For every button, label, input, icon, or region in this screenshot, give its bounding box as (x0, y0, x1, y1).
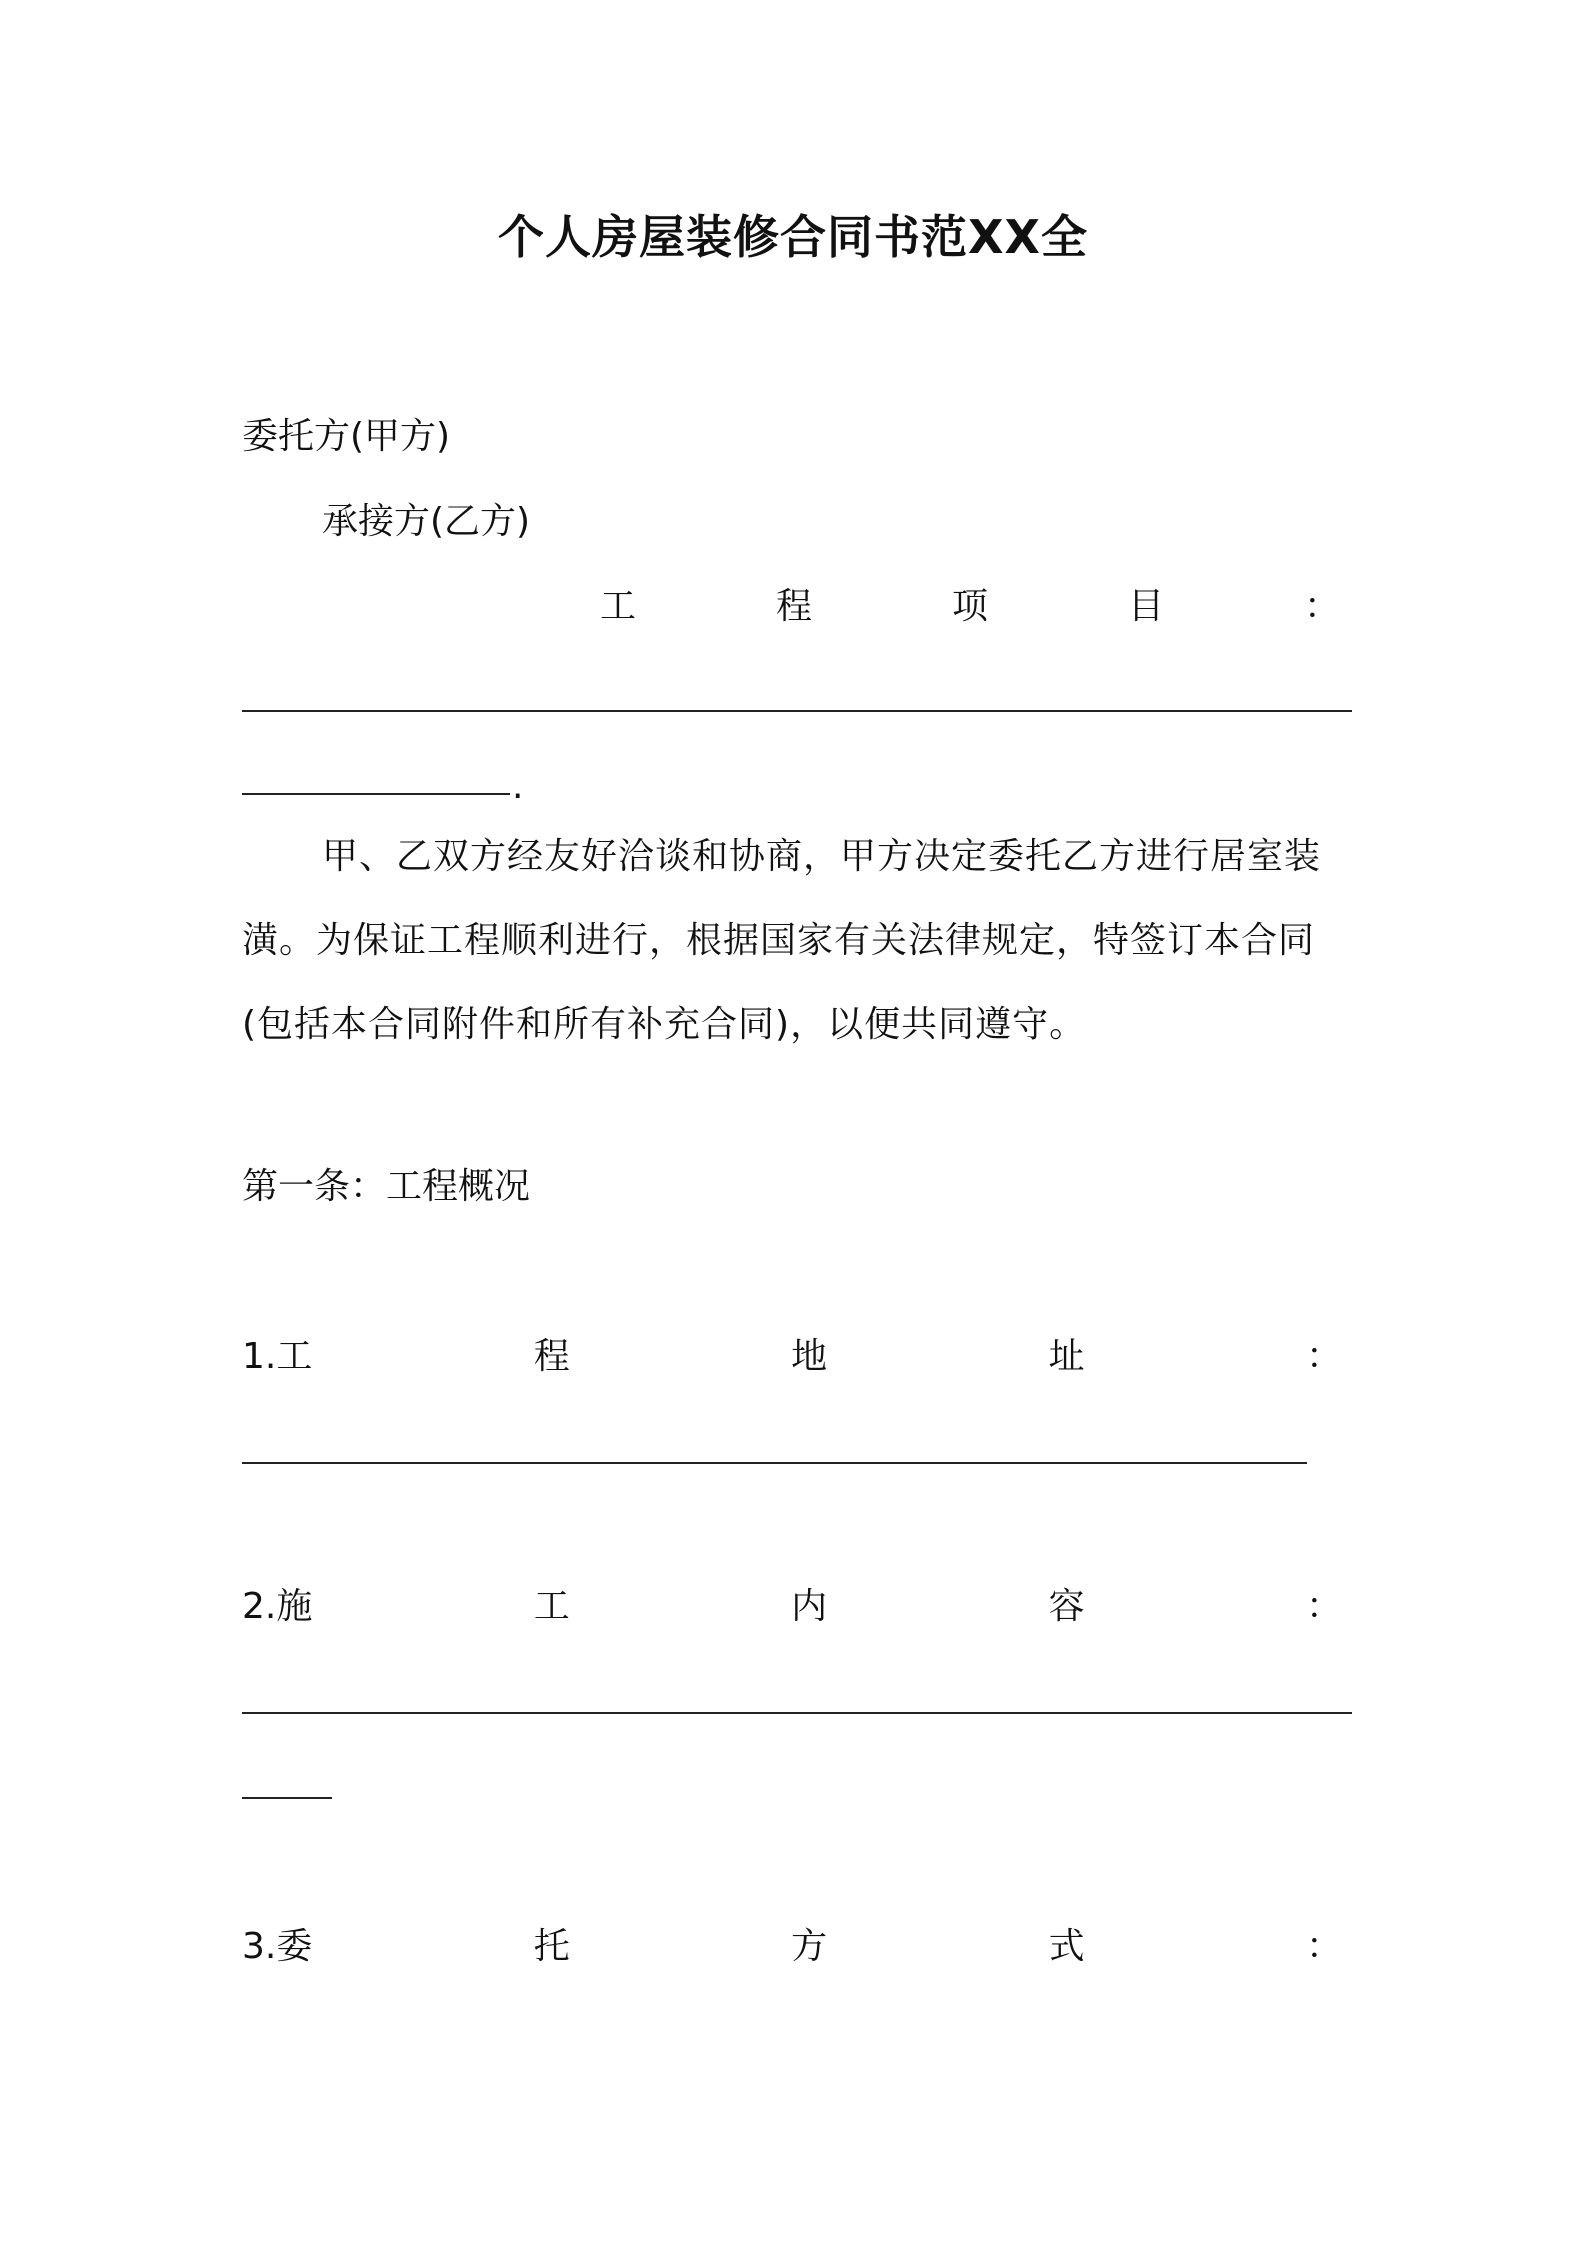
content-blank-line (242, 1712, 1352, 1714)
item-label-char: 1.工 (242, 1336, 313, 1377)
item-label-char: ： (1305, 1586, 1342, 1627)
item-label-char: ： (1305, 1926, 1342, 1967)
project-label-char: ： (1303, 586, 1340, 627)
project-label (600, 585, 1340, 628)
item-label-char: 式 (1048, 1926, 1085, 1967)
intro-paragraph: 甲、乙双方经友好洽谈和协商，甲方决定委托乙方进行居室装潢。为保证工程顺利进行，根据国家有关法律规定，特签订本合同(包括本合同附件和所有补充合同)，以便共同遵守。 (242, 836, 1322, 1045)
item-construction-content (242, 1585, 1342, 1628)
item-label-char: 地 (791, 1336, 828, 1377)
document-title: 个人房屋装修合同书范XX全 (498, 210, 1088, 264)
blank-end-mark: . (512, 766, 524, 807)
article-1-heading: 第一条：工程概况 (242, 1166, 531, 1207)
item-label-char: 容 (1048, 1586, 1085, 1627)
project-label-char: 程 (775, 586, 812, 627)
party-b-label: 承接方(乙方) (322, 501, 531, 542)
party-a-label: 委托方(甲方) (242, 416, 451, 457)
item-label-char: 2.施 (242, 1586, 313, 1627)
item-label-char: 址 (1048, 1336, 1085, 1377)
address-blank-line (242, 1462, 1307, 1464)
item-commission-method (242, 1925, 1342, 1968)
item-label-char: 内 (791, 1586, 828, 1627)
project-blank-line (242, 793, 510, 795)
project-label-char: 项 (951, 586, 988, 627)
item-label-char: 3.委 (242, 1926, 313, 1967)
item-label-char: 托 (533, 1926, 570, 1967)
project-blank-line (242, 710, 1352, 712)
item-label-char: ： (1305, 1336, 1342, 1377)
project-label-char: 目 (1127, 586, 1164, 627)
item-label-char: 方 (791, 1926, 828, 1967)
item-label-char: 程 (533, 1336, 570, 1377)
item-label-char: 工 (533, 1586, 570, 1627)
content-blank-line (242, 1797, 332, 1799)
item-project-address (242, 1335, 1342, 1378)
project-label-char: 工 (600, 586, 637, 627)
